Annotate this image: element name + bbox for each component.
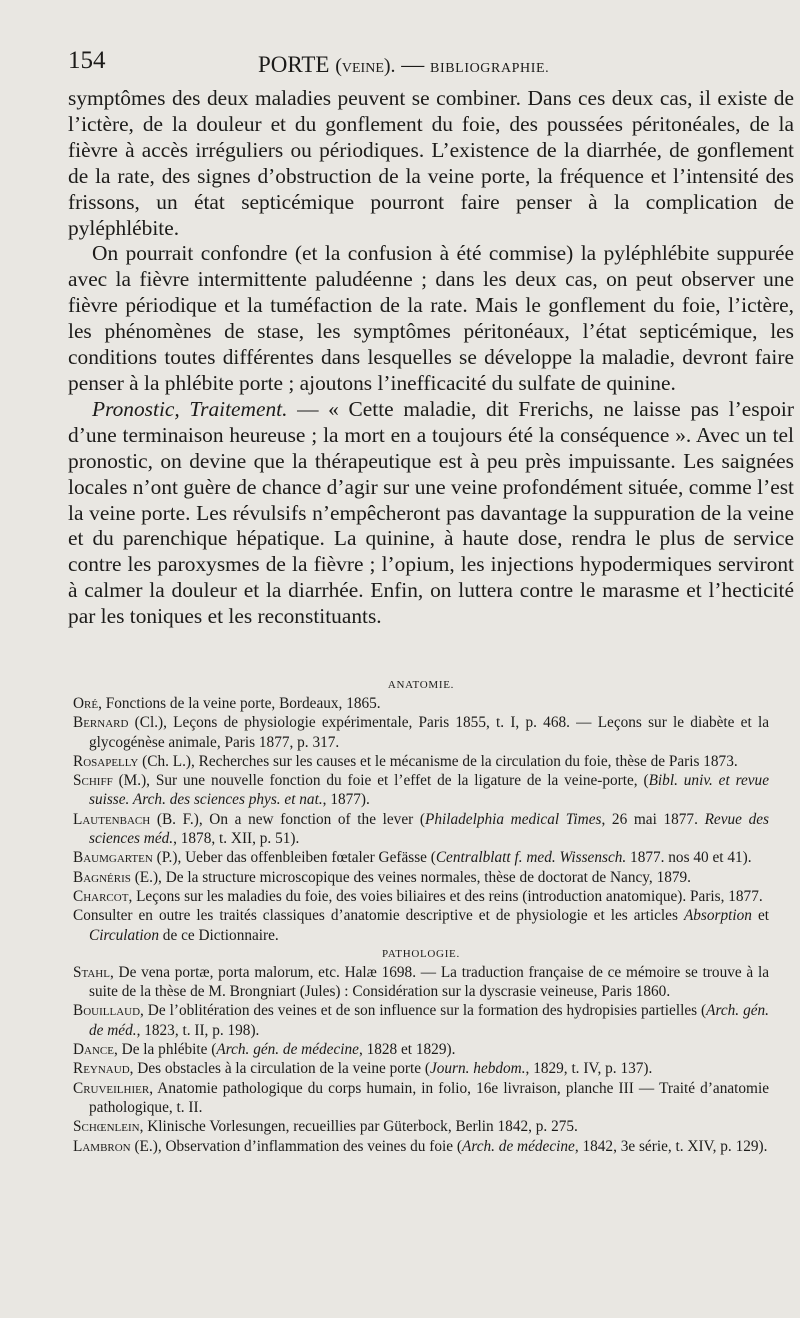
entry-text: , 1823, t. II, p. 198). (136, 1021, 260, 1039)
entry-text: , De l’oblitération des veines et de son influence sur la formation des hydropisies partielles ( (140, 1002, 707, 1020)
entry-text: , Klinische Vorlesungen, recueillies par Güterbock, Berlin 1842, p. 275. (139, 1118, 578, 1136)
entry-author: Bernard (73, 714, 129, 732)
bibliography-entry (73, 1137, 769, 1156)
entry-author: Bouillaud (73, 1002, 141, 1020)
entry-author: Lambron (73, 1137, 131, 1155)
bibliography-entry (73, 771, 769, 810)
entry-text: , 26 mai 1877. (601, 810, 705, 828)
entry-text: Consulter en outre les traités classiques d’anatomie descriptive et de physiologie et les articles (73, 907, 684, 925)
title-paren: (veine). (335, 55, 396, 77)
title-main: PORTE (258, 52, 330, 77)
bibliography-entry (73, 868, 769, 887)
entry-author: Lautenbach (73, 810, 151, 828)
entry-author: Oré (73, 695, 99, 712)
entry-text: , 1877). (322, 791, 370, 809)
entry-author: Cruveilhier (73, 1079, 150, 1097)
entry-text: (B. F.), On a new fonction of the lever ( (150, 810, 425, 828)
entry-text: (P.), Ueber das offenbleiben fœtaler Gefässe ( (152, 849, 436, 867)
entry-text: (E.), Observation d’inflammation des veines du foie ( (130, 1137, 462, 1155)
pathologie-heading: PATHOLOGIE. (382, 947, 460, 960)
title-section: BIBLIOGRAPHIE. (430, 61, 550, 76)
entry-text: , De la phlébite ( (114, 1041, 217, 1059)
entry-text: , Fonctions de la veine porte, Bordeaux, 1865. (98, 695, 381, 712)
bibliography-entry (73, 1001, 769, 1040)
bibliography-entry (73, 848, 769, 867)
entry-text: , 1842, 3e série, t. XIV, p. 129). (574, 1137, 768, 1155)
bibliography-entry (73, 963, 769, 1002)
entry-journal-title: Revue des sciences méd. (89, 810, 769, 848)
entry-journal-title: Arch. gén. de méd. (89, 1002, 769, 1039)
bibliography-entry (73, 887, 769, 906)
entry-journal-title: Journ. hebdom. (429, 1060, 526, 1078)
paragraph-diagnosis-continued: symptômes des deux maladies peuvent se combiner. Dans ces deux cas, il existe de l’ictère, de la douleur et du gonflement du foie, des poussées péritonéales, de la fièvre à accès irréguliers ou périodiques. L’existence de la diarrhée, de gonflement de la rate, des signes d’obstruction de la veine porte, la fréquence et l’intensité des frissons, un état septicémique pourront faire penser à la complication de pyléphlébite. (68, 86, 794, 240)
prognosis-text: — « Cette maladie, dit Frerichs, ne laisse pas l’espoir d’une terminaison heureuse ; la mort en a toujours été la conséquence ». Avec un tel pronostic, on devine que la thérapeutique est à peu près impuissante. Les saignées locales n’ont guère de chance d’agir sur une veine profondément située, comme l’est la veine porte. Les révulsifs n’empêcheront pas davantage la suppuration de la veine et du parenchique hépatique. La quinine, à haute dose, rendra le plus de service contre les paroxysmes de la fièvre ; l’opium, les injections hypodermiques serviront à calmer la douleur et la diarrhée. Enfin, on luttera contre le marasme et l’hecticité par les toniques et les reconstituants. (68, 396, 794, 629)
entry-text: et (751, 907, 769, 925)
entry-text: , 1828 et 1829). (358, 1041, 456, 1059)
entry-text: , 1829, t. IV, p. 137). (525, 1060, 653, 1078)
pathologie-list (73, 963, 769, 1156)
entry-author: Schœnlein (73, 1118, 140, 1136)
title-dash: — (401, 52, 425, 77)
bibliography-entry (73, 713, 769, 752)
entry-journal-title: Arch. de médecine (461, 1137, 575, 1155)
running-title (258, 52, 549, 78)
entry-author: Schiff (73, 772, 113, 790)
entry-author: Baumgarten (73, 849, 153, 867)
entry-text: de ce Dictionnaire. (158, 926, 279, 944)
entry-journal-title: Absorption (683, 907, 752, 925)
entry-author: Reynaud (73, 1060, 130, 1078)
entry-journal-title: Philadelphia medical Times (424, 810, 602, 828)
bibliography-entry (73, 906, 769, 945)
page-header (68, 47, 800, 87)
bibliography-entry (73, 1040, 769, 1059)
page-number: 154 (68, 47, 106, 74)
bibliography (73, 676, 769, 1156)
entry-text: (Cl.), Leçons de physiologie expérimentale, Paris 1855, t. I, p. 468. — Leçons sur le diabète et la glycogénèse animale, Paris 1877, p. 317. (89, 714, 769, 751)
bibliography-entry (73, 752, 769, 771)
entry-text: , Des obstacles à la circulation de la veine porte ( (129, 1060, 430, 1078)
entry-author: Rosapelly (73, 752, 139, 770)
entry-author: Stahl (73, 963, 110, 981)
entry-text: , De vena portæ, porta malorum, etc. Halæ 1698. — La traduction française de ce mémoire se trouve à la suite de la thèse de M. Brongniart (Jules) : Considération sur la dyscrasie veineuse, Paris 1860. (89, 963, 769, 1001)
section-heading-prognosis: Pronostic, Traitement. (92, 396, 288, 421)
entry-author: Bagnéris (73, 868, 131, 886)
entry-author: Charcot (73, 887, 129, 905)
anatomie-list (73, 694, 769, 945)
bibliography-entry (73, 810, 769, 849)
entry-text: (Ch. L.), Recherches sur les causes et le mécanisme de la circulation du foie, thèse de Paris 1873. (138, 752, 738, 770)
entry-journal-title: Circulation (89, 926, 159, 944)
entry-journal-title: Centralblatt f. med. Wissensch. (435, 849, 627, 867)
entry-author: Dance (73, 1041, 114, 1059)
bibliography-entry (73, 1059, 769, 1078)
bibliography-entry (73, 694, 769, 713)
bibliography-entry (73, 1079, 769, 1118)
entry-text: (E.), De la structure microscopique des veines normales, thèse de doctorat de Nancy, 1879. (130, 868, 692, 886)
entry-text: 1877. nos 40 et 41). (626, 849, 752, 867)
main-text (68, 86, 794, 630)
entry-journal-title: Arch. gén. de médecine (216, 1041, 359, 1059)
entry-text: (M.), Sur une nouvelle fonction du foie et l’effet de la ligature de la veine-porte, ( (112, 772, 649, 790)
paragraph-prognosis (68, 397, 794, 630)
entry-text: , Leçons sur les maladies du foie, des voies biliaires et des reins (introduction anatomique). Paris, 1877. (128, 887, 763, 905)
entry-text: , 1878, t. XII, p. 51). (173, 830, 300, 848)
bibliography-entry (73, 1117, 769, 1136)
paragraph-differential: On pourrait confondre (et la confusion à été commise) la pyléphlébite suppurée avec la fièvre intermittente paludéenne ; dans les deux cas, on peut observer une fièvre périodique et la tuméfaction de la rate. Mais le gonflement du foie, l’ictère, les phénomènes de stase, les symptômes péritonéaux, l’état septicémique, les conditions toutes différentes dans lesquelles se développe la maladie, devront faire penser à la phlébite porte ; ajoutons l’inefficacité du sulfate de quinine. (68, 241, 794, 395)
anatomie-heading: ANATOMIE. (387, 679, 455, 691)
entry-journal-title: Bibl. univ. et revue suisse. Arch. des sciences phys. et nat. (89, 772, 769, 809)
entry-text: , Anatomie pathologique du corps humain, in folio, 16e livraison, planche III — Traité d’anatomie pathologique, t. II. (89, 1079, 769, 1116)
